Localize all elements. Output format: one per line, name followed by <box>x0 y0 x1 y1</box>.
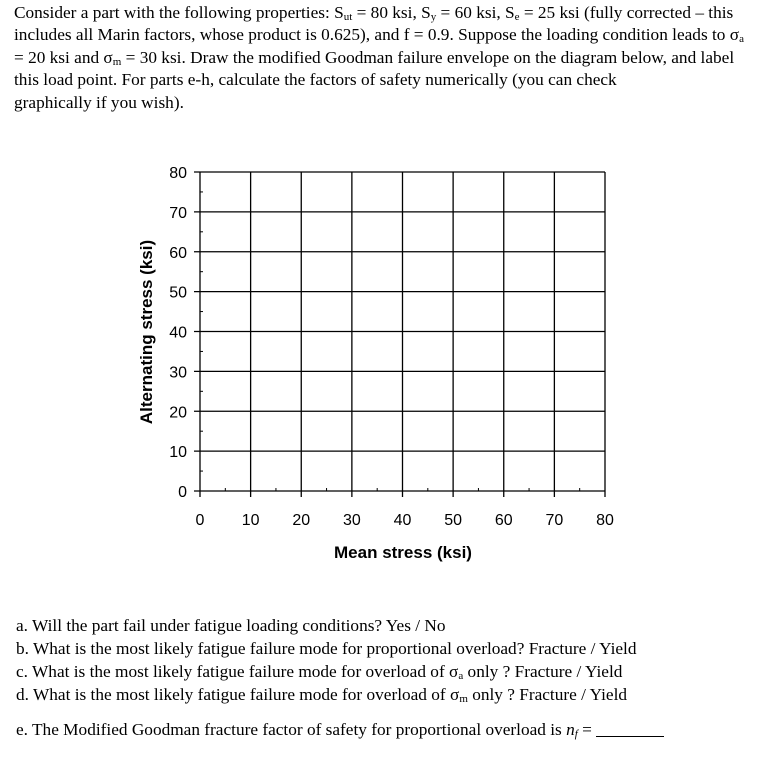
text: = 30 ksi. Draw the modified Goodman failure envelope on the diagram below, and label this load point. For parts e-h, calculate the factors of safety numerically (you can check <box>14 47 735 90</box>
text: d. What is the most likely fatigue failure mode for overload of σ <box>16 685 460 704</box>
subscript: y <box>430 11 437 23</box>
text: = 25 ksi (fully corrected – this includes all Marin factors, whose product is 0.625), and f = 0.9. Suppose the loading condition leads to σ <box>14 3 740 45</box>
y-tick-label: 80 <box>169 165 187 182</box>
x-tick-label: 0 <box>195 512 205 529</box>
text: only ? Fracture / Yield <box>463 662 623 681</box>
answer-blank[interactable] <box>596 722 664 737</box>
text: graphically if you wish). <box>14 92 184 112</box>
y-tick-label: 70 <box>169 204 187 222</box>
text: = 60 ksi, S <box>436 3 515 22</box>
subscript: a <box>458 670 464 682</box>
x-tick-label: 40 <box>393 512 412 529</box>
question-d <box>16 685 627 705</box>
subscript: a <box>739 33 744 46</box>
y-tick-label: 50 <box>169 284 187 302</box>
x-tick-label: 60 <box>494 512 513 529</box>
y-tick-label: 40 <box>169 324 187 342</box>
question-a: a. Will the part fail under fatigue loading conditions? Yes / No <box>16 616 446 635</box>
y-axis-label: Alternating stress (ksi) <box>137 239 156 425</box>
x-tick-label: 70 <box>545 512 564 529</box>
text: only ? Fracture / Yield <box>467 685 628 704</box>
x-tick-label: 50 <box>444 512 463 529</box>
subscript: e <box>514 11 520 23</box>
x-tick-label: 80 <box>596 512 614 529</box>
variable: n <box>566 720 575 739</box>
text: = 20 ksi and σ <box>14 47 113 67</box>
x-tick-label: 30 <box>342 512 361 529</box>
text: Consider a part with the following properties: S <box>14 3 344 22</box>
question-e <box>16 720 664 740</box>
y-tick-label: 0 <box>178 484 187 501</box>
x-tick-label: 10 <box>241 512 260 529</box>
y-tick-label: 30 <box>169 364 187 382</box>
y-tick-label: 10 <box>169 444 187 462</box>
subscript: ut <box>343 11 353 23</box>
text: e. The Modified Goodman fracture factor of safety for proportional overload is <box>16 720 567 739</box>
x-tick-label: 20 <box>292 512 311 529</box>
text: = <box>577 720 592 739</box>
subscript: m <box>112 55 122 68</box>
y-tick-label: 60 <box>169 244 187 262</box>
subscript: f <box>574 728 578 740</box>
y-tick-label: 20 <box>169 404 187 422</box>
x-axis-label: Mean stress (ksi) <box>334 543 472 562</box>
text: = 80 ksi, S <box>352 3 431 22</box>
text: c. What is the most likely fatigue failure mode for overload of σ <box>16 662 459 681</box>
subscript: m <box>459 693 468 705</box>
question-b: b. What is the most likely fatigue failure mode for proportional overload? Fracture / Yield <box>16 639 637 658</box>
question-c <box>16 662 622 682</box>
